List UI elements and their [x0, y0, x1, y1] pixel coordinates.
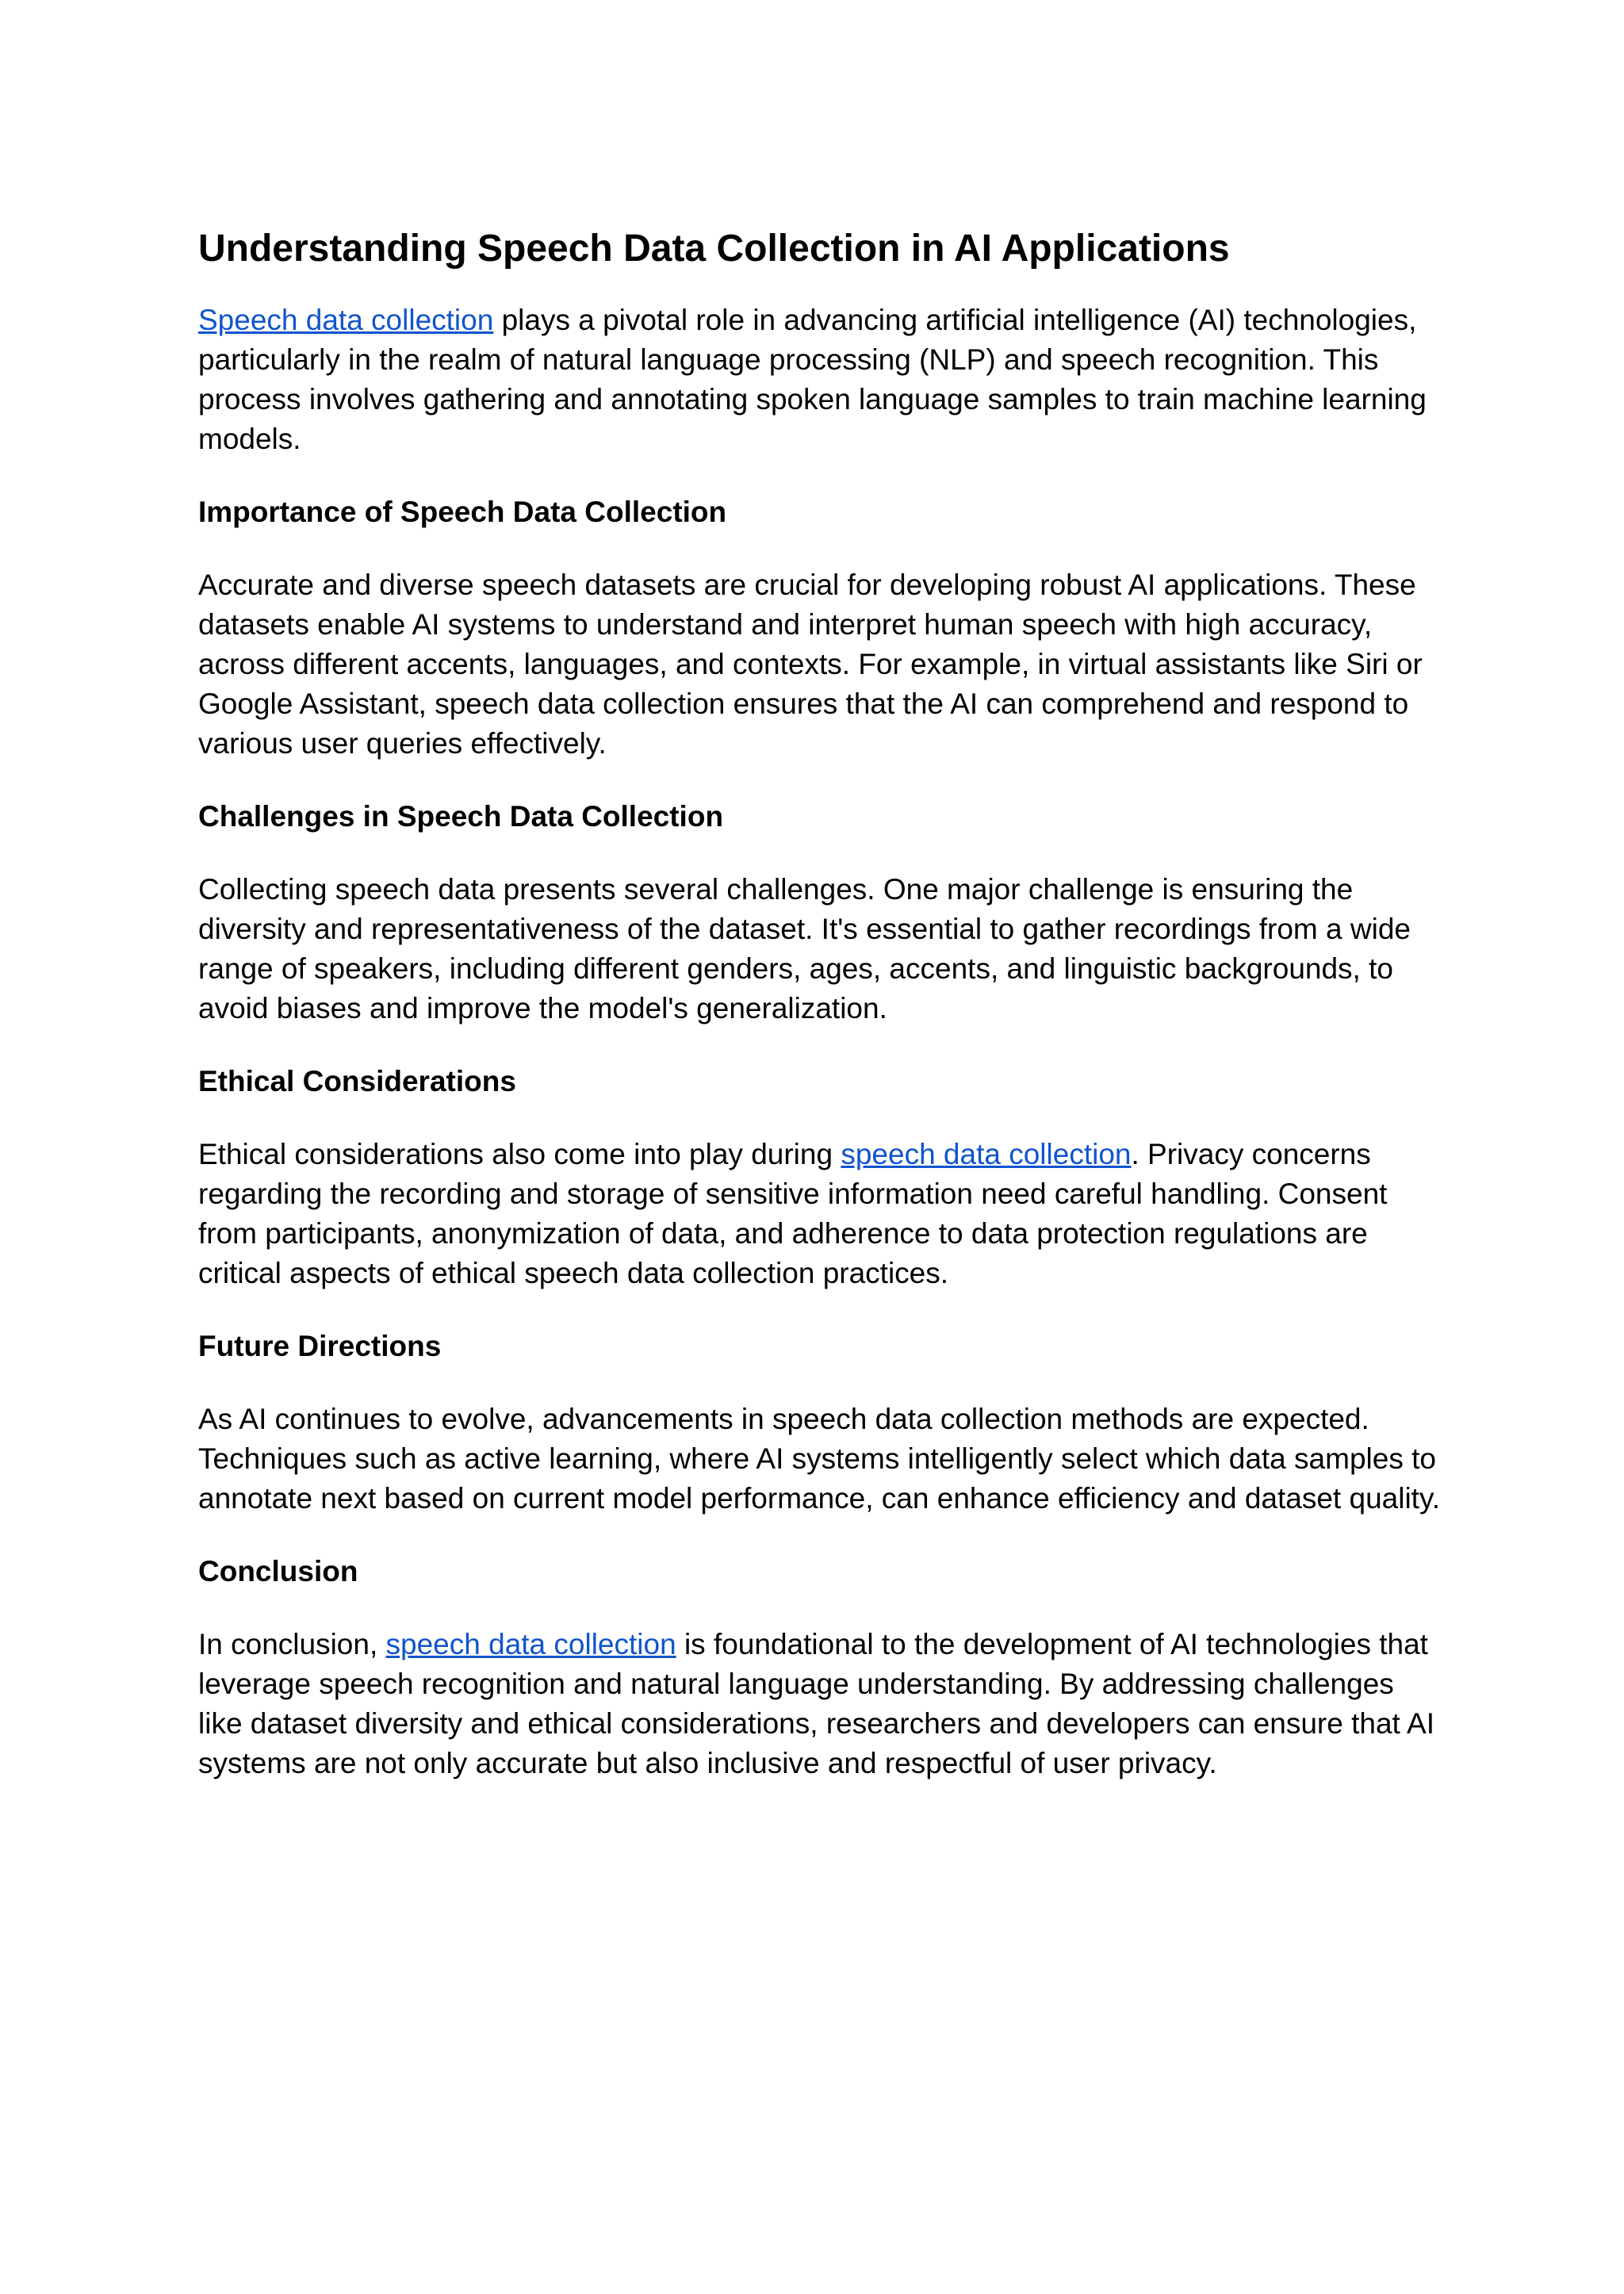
ethics-text-after: . Privacy concerns regarding the recording and storage of sensitive information need careful handling. Consent from participants, anonymization of data, and adherence to data protection regulations are critical aspects of ethical speech data collection practices. — [198, 1137, 1388, 1289]
ethics-text-before: Ethical considerations also come into play during — [198, 1137, 841, 1170]
conclusion-text-after: is foundational to the development of AI technologies that leverage speech recognition and natural language understanding. By addressing challenges like dataset diversity and ethical considerations, researchers and developers can ensure that AI systems are not only accurate but also inclusive and respectful of user privacy. — [198, 1627, 1435, 1779]
future-paragraph: As AI continues to evolve, advancements in speech data collection methods are expected. Techniques such as active learning, where AI systems intelligently select which data samples to annotate next based on current model performance, can enhance efficiency and dataset quality. — [198, 1402, 1440, 1515]
conclusion-text-before: In conclusion, — [198, 1627, 386, 1660]
ethics-paragraph — [198, 1135, 1443, 1293]
page-title: Understanding Speech Data Collection in AI Applications — [198, 228, 1230, 270]
intro-text: plays a pivotal role in advancing artificial intelligence (AI) technologies, particularly in the realm of natural language processing (NLP) and speech recognition. This process involves gathering and annotating spoken language samples to train machine learning models. — [198, 303, 1427, 455]
intro-paragraph — [198, 301, 1443, 459]
conclusion-heading: Conclusion — [198, 1554, 358, 1587]
importance-paragraph: Accurate and diverse speech datasets are crucial for developing robust AI applications. These datasets enable AI systems to understand and interpret human speech with high accuracy, across different accents, languages, and contexts. For example, in virtual assistants like Siri or Google Assistant, speech data collection ensures that the AI can comprehend and respond to various user queries effectively. — [198, 568, 1423, 760]
challenges-paragraph: Collecting speech data presents several challenges. One major challenge is ensuring the diversity and representativeness of the dataset. It's essential to gather recordings from a wide range of speakers, including different genders, ages, accents, and linguistic backgrounds, to avoid biases and improve the model's generalization. — [198, 872, 1411, 1024]
ethics-heading: Ethical Considerations — [198, 1064, 516, 1097]
importance-heading: Importance of Speech Data Collection — [198, 495, 727, 528]
challenges-heading: Challenges in Speech Data Collection — [198, 799, 724, 833]
conclusion-paragraph — [198, 1625, 1443, 1783]
speech-data-collection-link[interactable]: speech data collection — [841, 1137, 1132, 1170]
document-page — [198, 226, 1443, 1817]
future-heading: Future Directions — [198, 1329, 442, 1362]
speech-data-collection-link[interactable]: speech data collection — [385, 1627, 676, 1660]
speech-data-collection-link[interactable]: Speech data collection — [198, 303, 494, 336]
